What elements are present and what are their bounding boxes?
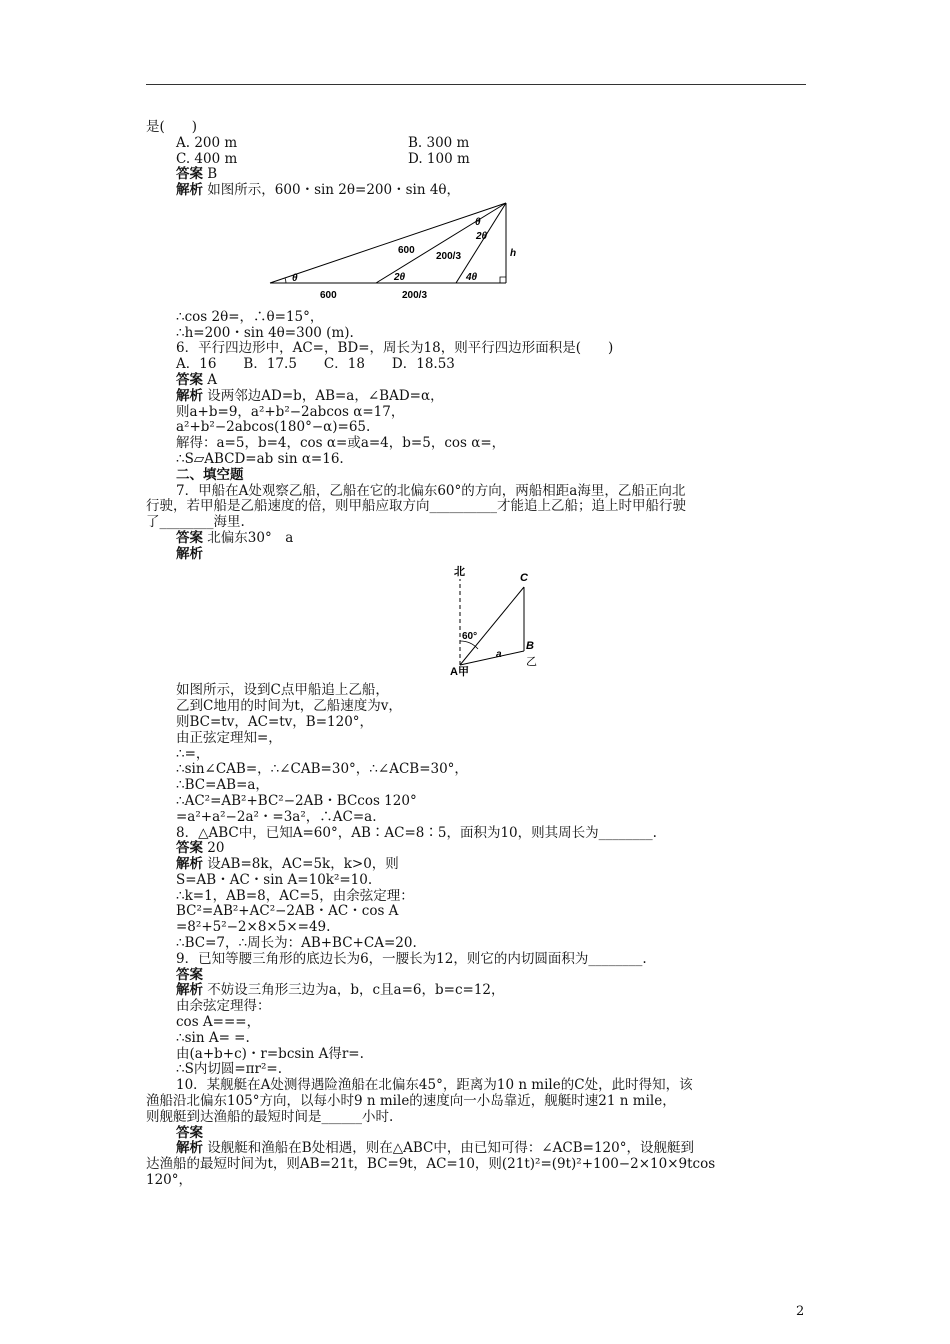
q10-question-line: 渔船沿北偏东105°方向，以每小时9 n mile的速度向一小岛靠近，舰艇时速21 n mile， xyxy=(146,1093,676,1110)
q5-analysis xyxy=(146,183,811,199)
q8-line: =8²+5²−2×8×5×=49. xyxy=(176,919,331,936)
answer-label: 答案 xyxy=(176,166,203,183)
fig-label: A甲 xyxy=(450,665,469,677)
q6-question: 6．平行四边形中，AC=，BD=，周长为18，则平行四边形面积是( ) xyxy=(176,340,614,357)
q6-answer-value: A xyxy=(207,371,218,388)
q9-line: ∴S内切圆=πr²=. xyxy=(176,1061,282,1078)
q7-figure xyxy=(146,565,811,682)
page-content xyxy=(146,120,811,1189)
q6-line: 解得：a=5，b=4，cos α=或a=4，b=5，cos α=， xyxy=(176,435,506,452)
q7-question-line: 行驶，若甲船是乙船速度的倍，则甲船应取方向__________才能追上乙船；追上时甲船行驶 xyxy=(146,498,686,515)
answer-label: 答案 xyxy=(176,529,203,546)
q8-answer xyxy=(146,841,811,857)
q5-question-tail: 是( ) xyxy=(146,119,198,135)
fig-label: 乙 xyxy=(526,655,537,668)
q10-analysis xyxy=(146,1141,811,1157)
page-number: 2 xyxy=(796,1304,805,1319)
q8-line: ∴k=1，AB=8，AC=5，由余弦定理： xyxy=(176,887,414,904)
q10-question-line: 则舰艇到达渔船的最短时间是______小时. xyxy=(146,1108,394,1125)
q8-line: ∴BC=7，∴周长为：AB+BC+CA=20. xyxy=(176,935,417,952)
q6-line: ∴S▱ABCD=ab sin α=16. xyxy=(176,450,344,467)
q5-line: ∴h=200・sin 4θ=300 (m). xyxy=(176,324,354,341)
q6-analysis xyxy=(146,389,811,405)
header-rule xyxy=(146,84,806,85)
q8-answer-value: 20 xyxy=(207,840,225,857)
fig-label: C xyxy=(520,571,528,584)
q7-line: ∴=， xyxy=(176,745,210,762)
q7-line: ∴AC²=AB²+BC²−2AB・BCcos 120° xyxy=(176,792,417,809)
q9-analysis-text: 不妨设三角形三边为a，b，c且a=6，b=c=12， xyxy=(207,982,505,999)
q6-line: 则a+b=9，a²+b²−2abcos α=17， xyxy=(176,403,405,420)
q10-line: 达渔船的最短时间为t，则AB=21t，BC=9t，AC=10，则(21t)²=(9t)²+100−2×10×9tcos xyxy=(146,1156,716,1173)
q7-line: =a²+a²−2a²・=3a²，∴AC=a. xyxy=(176,808,377,825)
q5-option-d: D. 100 m xyxy=(408,150,470,167)
q7-question-line: 7．甲船在A处观察乙船，乙船在它的北偏东60°的方向，两船相距a海里，乙船正向北 xyxy=(176,482,686,499)
q5-triangle-diagram xyxy=(146,201,546,303)
q5-answer-value: B xyxy=(207,166,218,183)
q7-line: 由正弦定理知=， xyxy=(176,729,282,746)
q10-analysis-text: 设舰艇和渔船在B处相遇，则在△ABC中，由已知可得：∠ACB=120°，设舰艇到 xyxy=(207,1140,694,1157)
q7-answer-value: 北偏东30° a xyxy=(207,529,294,546)
fig-label: 600 xyxy=(398,244,415,256)
q5-line: ∴cos 2θ=，∴θ=15°， xyxy=(176,308,324,325)
q5-option-a: A. 200 m xyxy=(176,134,238,151)
analysis-label: 解析 xyxy=(176,545,203,562)
fig-label: 600 xyxy=(320,289,337,301)
fig-label: 北 xyxy=(454,565,465,578)
q5-options-row-1 xyxy=(146,136,811,152)
analysis-label: 解析 xyxy=(176,856,203,873)
answer-label: 答案 xyxy=(176,840,203,857)
q9-analysis xyxy=(146,983,811,999)
fig-label: a xyxy=(496,648,502,660)
q9-line: ∴sin A= =. xyxy=(176,1029,250,1046)
fig-label: 60° xyxy=(462,630,478,642)
analysis-label: 解析 xyxy=(176,182,203,199)
q7-navigation-diagram xyxy=(446,565,566,677)
analysis-label: 解析 xyxy=(176,982,203,999)
q7-line: 如图所示，设到C点甲船追上乙船， xyxy=(176,682,389,699)
q7-question-line: 了________海里. xyxy=(146,514,245,531)
q8-analysis-text: 设AB=8k，AC=5k，k>0，则 xyxy=(207,856,399,873)
fig-label: 2θ xyxy=(476,230,488,242)
answer-label: 答案 xyxy=(176,371,203,388)
q9-question: 9．已知等腰三角形的底边长为6，一腰长为12，则它的内切圆面积为________. xyxy=(176,950,647,967)
q9-line: 由(a+b+c)・r=bcsin A得r=. xyxy=(176,1045,364,1062)
q5-answer xyxy=(146,167,811,183)
answer-label: 答案 xyxy=(176,1124,203,1141)
q8-question: 8．△ABC中，已知A=60°，AB∶AC=8∶5，面积为10，则其周长为________. xyxy=(176,824,657,841)
q5-figure xyxy=(146,201,811,308)
analysis-label: 解析 xyxy=(176,387,203,404)
q7-line: 则BC=tv，AC=tv，B=120°， xyxy=(176,713,374,730)
fig-label: B xyxy=(526,639,534,652)
q7-line: 乙到C地用的时间为t，乙船速度为v， xyxy=(176,698,402,715)
q7-answer xyxy=(146,531,811,547)
q9-line: 由余弦定理得： xyxy=(176,998,271,1015)
q10-line: 120°， xyxy=(146,1172,193,1189)
q8-analysis xyxy=(146,857,811,873)
q8-line: BC²=AB²+AC²−2AB・AC・cos A xyxy=(176,903,399,920)
q9-line: cos A===， xyxy=(176,1014,261,1031)
fig-label: θ xyxy=(292,272,298,284)
q5-option-b: B. 300 m xyxy=(408,134,470,151)
q5-analysis-text: 如图所示，600・sin 2θ=200・sin 4θ， xyxy=(207,182,461,199)
fig-label: h xyxy=(510,247,517,259)
q7-line: ∴BC=AB=a， xyxy=(176,777,269,794)
fig-label: 200/3 xyxy=(402,289,428,301)
q6-line: a²+b²−2abcos(180°−α)=65. xyxy=(176,419,371,436)
fig-label: 200/3 xyxy=(436,250,462,262)
fig-label: 2θ xyxy=(394,271,406,283)
q7-analysis xyxy=(146,547,811,563)
q5-option-c: C. 400 m xyxy=(176,150,238,167)
q6-answer xyxy=(146,373,811,389)
q10-question-line: 10．某舰艇在A处测得遇险渔船在北偏东45°，距离为10 n mile的C处，此时得知，该 xyxy=(176,1077,693,1094)
q6-analysis-text: 设两邻边AD=b，AB=a，∠BAD=α， xyxy=(207,387,444,404)
section-title: 二、填空题 xyxy=(176,466,244,483)
fig-label: θ xyxy=(475,216,481,228)
q7-line: ∴sin∠CAB=，∴∠CAB=30°，∴∠ACB=30°， xyxy=(176,761,468,778)
answer-label: 答案 xyxy=(176,966,203,983)
q6-options: A．16 B．17.5 C．18 D．18.53 xyxy=(176,356,455,373)
q5-options-row-2 xyxy=(146,152,811,168)
q8-line: S=AB・AC・sin A=10k²=10. xyxy=(176,871,373,888)
fig-label: 4θ xyxy=(466,271,478,283)
analysis-label: 解析 xyxy=(176,1140,203,1157)
